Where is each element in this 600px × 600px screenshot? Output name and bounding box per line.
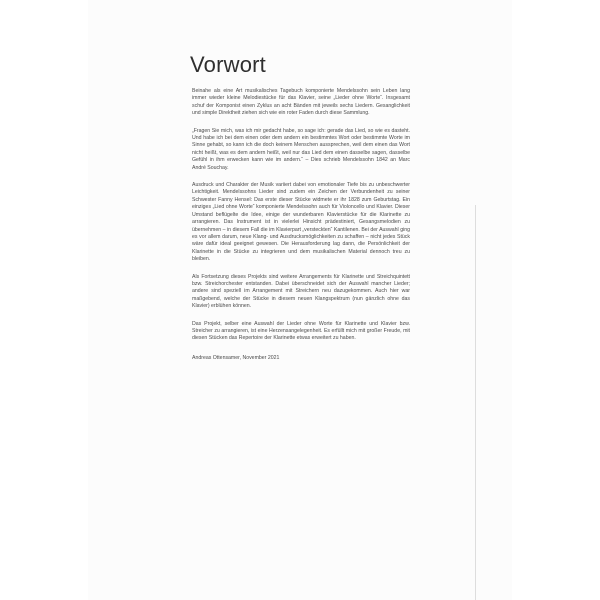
paragraph-5: Das Projekt, selber eine Auswahl der Lieder ohne Worte für Klarinette und Klavier bzw. Streicher zu arrangieren, ist eine Herzensangelegenheit. Es erfüllt mich mit großer Freude, mit diesen Stücken das Repertoire der Klarinette etwas erweitert zu haben. <box>192 320 410 342</box>
signature: Andreas Ottensamer, November 2021 <box>192 354 280 361</box>
paragraph-2: „Fragen Sie mich, was ich mir gedacht habe, so sage ich: gerade das Lied, so wie es dasteht. Und habe ich bei dem einen oder dem andern ein bestimmtes Wort oder bestimmte Worte im Sinne gehabt, so kann ich die doch keinem Menschen aussprechen, weil dem einen das Wort nicht heißt, was es dem andern heißt, weil nur das Lied dem einen dasselbe sagen, dasselbe Gefühl in ihm erwecken kann wie im andern.“ – Dies schrieb Mendelssohn 1842 an Marc André Souchay. <box>192 127 410 171</box>
page-edge-divider <box>475 205 476 600</box>
paragraph-3: Ausdruck und Charakter der Musik variiert dabei von emotionaler Tiefe bis zu unbeschwerter Leichtigkeit. Mendelssohns Lieder sind zudem ein Zeichen der Verbundenheit zu seiner Schwester Fanny Hensel: Das erste dieser Stücke widmete er ihr 1828 zum Geburtstag. Ein einziges „Lied ohne Worte“ komponierte Mendelssohn auch für Violoncello und Klavier. Dieser Umstand beflügelte die Idee, einige der wunderbaren Klavierstücke für die Klarinette zu arrangieren. Das Instrument ist in vielerlei Hinsicht prädestiniert, Gesangsmelodien zu übernehmen – in diesem Fall die im Klavierpart „versteckten“ Kantilenen. Bei der Auswahl ging es vor allem darum, neue Klang- und Ausdrucksmöglichkeiten zu schaffen – nicht jedes Stück wäre dafür ideal geeignet gewesen. Die Herausforderung lag dann, die Persönlichkeit der Klarinette in die Stücke zu integrieren und dem musikalischen Material dennoch treu zu bleiben. <box>192 182 410 263</box>
page-title: Vorwort <box>190 52 266 77</box>
paragraph-1: Beinahe als eine Art musikalisches Tagebuch komponierte Mendelssohn sein Leben lang immer wieder kleine Melodiestücke für das Klavier, seine „Lieder ohne Worte“. Insgesamt schuf der Komponist einen Zyklus an acht Bänden mit jeweils sechs Liedern. Gesanglichkeit und simple Direktheit ziehen sich wie ein roter Faden durch diese Sammlung. <box>192 88 410 117</box>
document-body <box>192 88 410 372</box>
paragraph-4: Als Fortsetzung dieses Projekts sind weitere Arrangements für Klarinette und Streichquintett bzw. Streichorchester entstanden. Dabei überschneidet sich der Auswahl mancher Lieder; andere sind speziell im Arrangement mit Streichern neu dazugekommen. Auch hier war maßgebend, welche der Stücke in diesem neuen Klangspektrum (nun gänzlich ohne das Klavier) erblühen können. <box>192 273 410 310</box>
